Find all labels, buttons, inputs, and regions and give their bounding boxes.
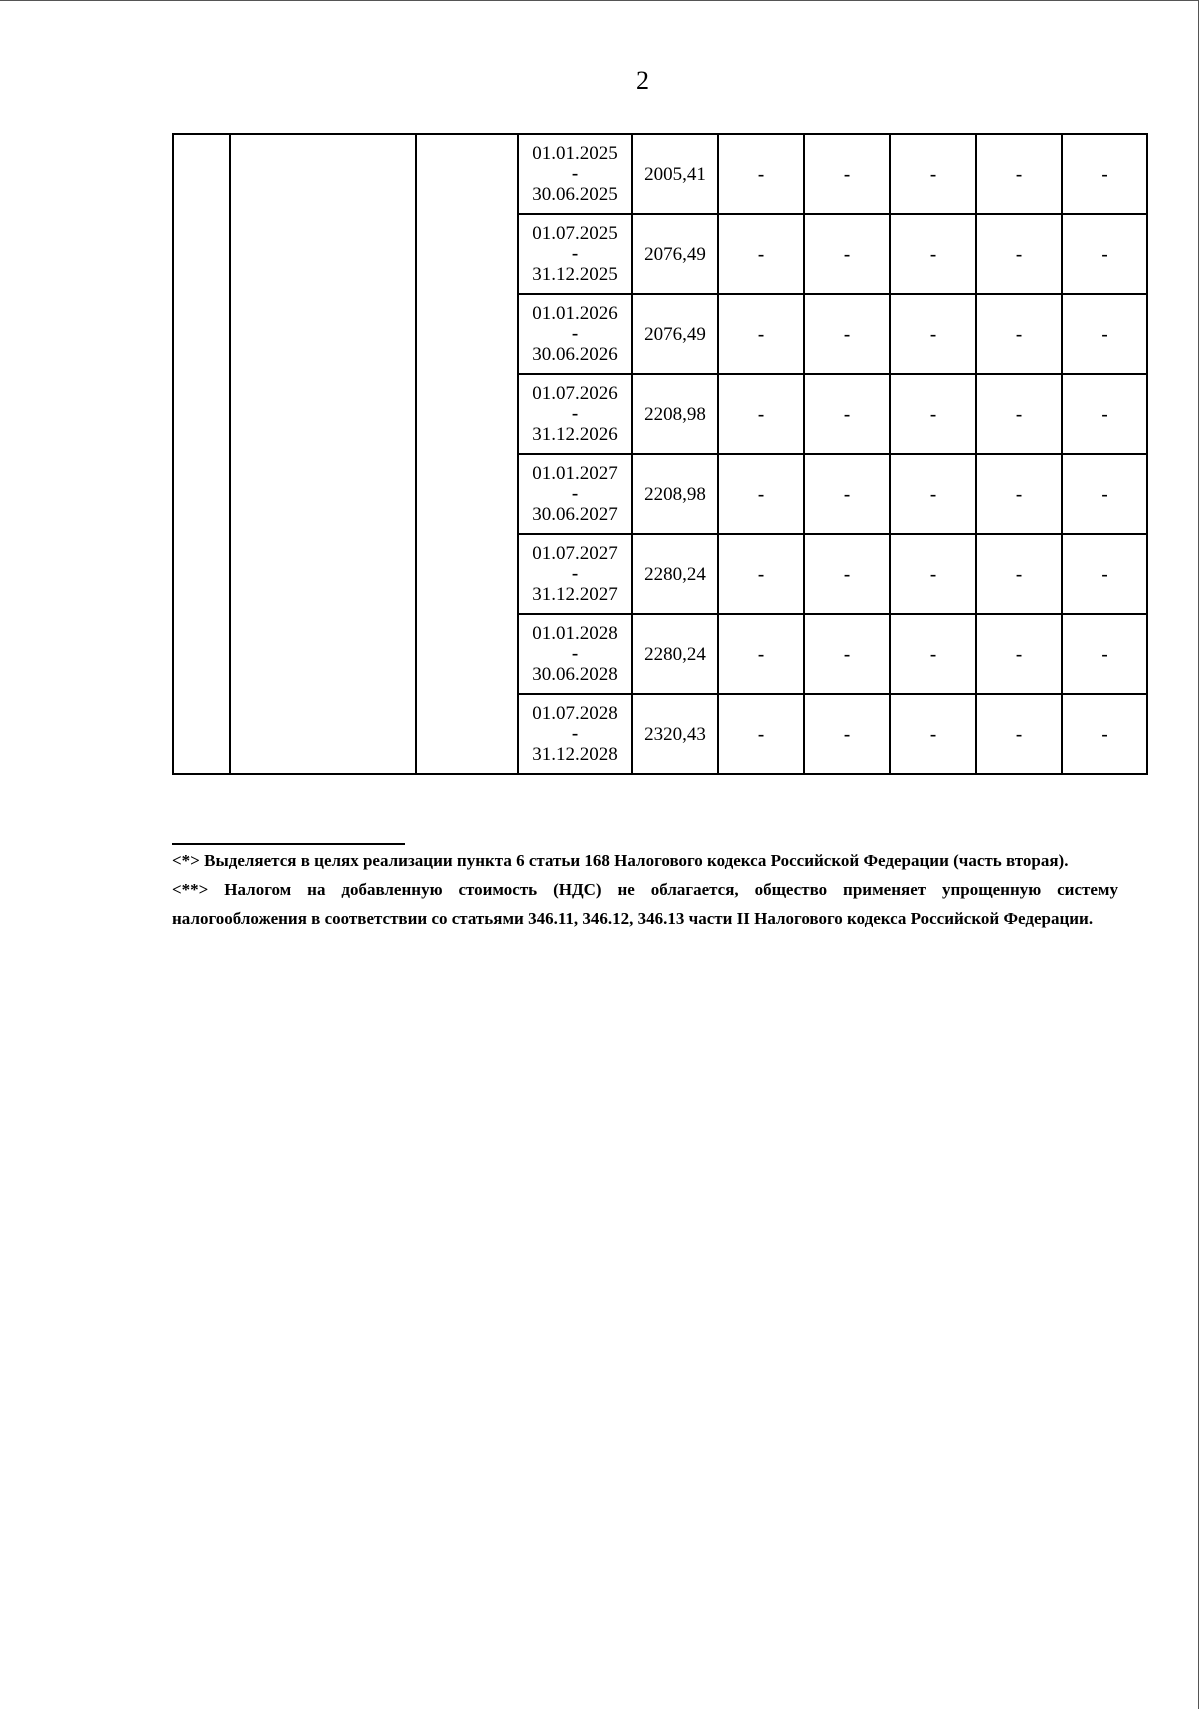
period-start: 01.01.2027	[532, 463, 618, 484]
empty-value-cell: -	[890, 214, 976, 294]
empty-value-cell: -	[890, 294, 976, 374]
period-end: 31.12.2027	[532, 584, 618, 605]
category-cell	[416, 134, 518, 774]
empty-value-cell: -	[976, 534, 1062, 614]
empty-value-cell: -	[804, 294, 890, 374]
empty-value-cell: -	[804, 534, 890, 614]
period-end: 31.12.2026	[532, 424, 618, 445]
period-separator: -	[571, 403, 579, 424]
footnotes	[172, 846, 1118, 933]
empty-value-cell: -	[1062, 454, 1147, 534]
period-cell	[518, 454, 632, 534]
footnote-vat-exempt: <**> Налогом на добавленную стоимость (НДС) не облагается, общество применяет упрощенную систему налогообложения в соответствии со статьями 346.11, 346.12, 346.13 части II Налогового кодекса Российской Федерации.	[172, 880, 1118, 928]
period-start: 01.07.2027	[532, 543, 618, 564]
empty-value-cell: -	[718, 534, 804, 614]
period-separator: -	[571, 243, 579, 264]
period-cell	[518, 214, 632, 294]
empty-value-cell: -	[976, 694, 1062, 774]
period-cell	[518, 374, 632, 454]
tariff-value: 2076,49	[632, 294, 718, 374]
tariff-value: 2280,24	[632, 534, 718, 614]
tariff-value: 2076,49	[632, 214, 718, 294]
empty-value-cell: -	[890, 534, 976, 614]
period-separator: -	[571, 723, 579, 744]
empty-value-cell: -	[718, 294, 804, 374]
empty-value-cell: -	[976, 134, 1062, 214]
empty-value-cell: -	[1062, 294, 1147, 374]
empty-value-cell: -	[718, 374, 804, 454]
empty-value-cell: -	[890, 694, 976, 774]
tariff-value: 2280,24	[632, 614, 718, 694]
period-cell	[518, 614, 632, 694]
period-start: 01.07.2026	[532, 383, 618, 404]
empty-value-cell: -	[976, 294, 1062, 374]
empty-value-cell: -	[718, 454, 804, 534]
empty-value-cell: -	[804, 134, 890, 214]
empty-value-cell: -	[804, 694, 890, 774]
period-cell	[518, 134, 632, 214]
empty-value-cell: -	[1062, 374, 1147, 454]
footnote-separator	[172, 843, 405, 845]
empty-value-cell: -	[890, 134, 976, 214]
period-end: 31.12.2025	[532, 264, 618, 285]
empty-value-cell: -	[976, 614, 1062, 694]
empty-value-cell: -	[1062, 134, 1147, 214]
period-separator: -	[571, 163, 579, 184]
period-start: 01.01.2026	[532, 303, 618, 324]
tariff-value: 2320,43	[632, 694, 718, 774]
empty-value-cell: -	[1062, 614, 1147, 694]
number-cell	[173, 134, 230, 774]
empty-value-cell: -	[1062, 534, 1147, 614]
empty-value-cell: -	[1062, 214, 1147, 294]
empty-value-cell: -	[1062, 694, 1147, 774]
period-separator: -	[571, 643, 579, 664]
empty-value-cell: -	[890, 614, 976, 694]
period-cell	[518, 294, 632, 374]
period-start: 01.01.2028	[532, 623, 618, 644]
footnote-vat-allocation: <*> Выделяется в целях реализации пункта 6 статьи 168 Налогового кодекса Российской Федерации (часть вторая).	[172, 851, 1069, 870]
period-end: 30.06.2026	[532, 344, 618, 365]
period-separator: -	[571, 323, 579, 344]
period-start: 01.01.2025	[532, 143, 618, 164]
empty-value-cell: -	[890, 454, 976, 534]
period-start: 01.07.2025	[532, 223, 618, 244]
empty-value-cell: -	[804, 454, 890, 534]
empty-value-cell: -	[890, 374, 976, 454]
period-end: 31.12.2028	[532, 744, 618, 765]
empty-value-cell: -	[718, 694, 804, 774]
empty-value-cell: -	[976, 374, 1062, 454]
period-cell	[518, 694, 632, 774]
empty-value-cell: -	[718, 614, 804, 694]
period-separator: -	[571, 563, 579, 584]
page-number: 2	[636, 66, 649, 95]
empty-value-cell: -	[804, 614, 890, 694]
tariff-table	[172, 133, 1148, 775]
empty-value-cell: -	[804, 214, 890, 294]
period-end: 30.06.2028	[532, 664, 618, 685]
name-cell	[230, 134, 416, 774]
empty-value-cell: -	[718, 214, 804, 294]
period-separator: -	[571, 483, 579, 504]
period-end: 30.06.2025	[532, 184, 618, 205]
tariff-value: 2005,41	[632, 134, 718, 214]
empty-value-cell: -	[976, 454, 1062, 534]
empty-value-cell: -	[804, 374, 890, 454]
tariff-value: 2208,98	[632, 374, 718, 454]
empty-value-cell: -	[976, 214, 1062, 294]
tariff-value: 2208,98	[632, 454, 718, 534]
empty-value-cell: -	[718, 134, 804, 214]
table-row	[173, 134, 1147, 214]
table-body	[173, 134, 1147, 774]
period-end: 30.06.2027	[532, 504, 618, 525]
period-start: 01.07.2028	[532, 703, 618, 724]
period-cell	[518, 534, 632, 614]
